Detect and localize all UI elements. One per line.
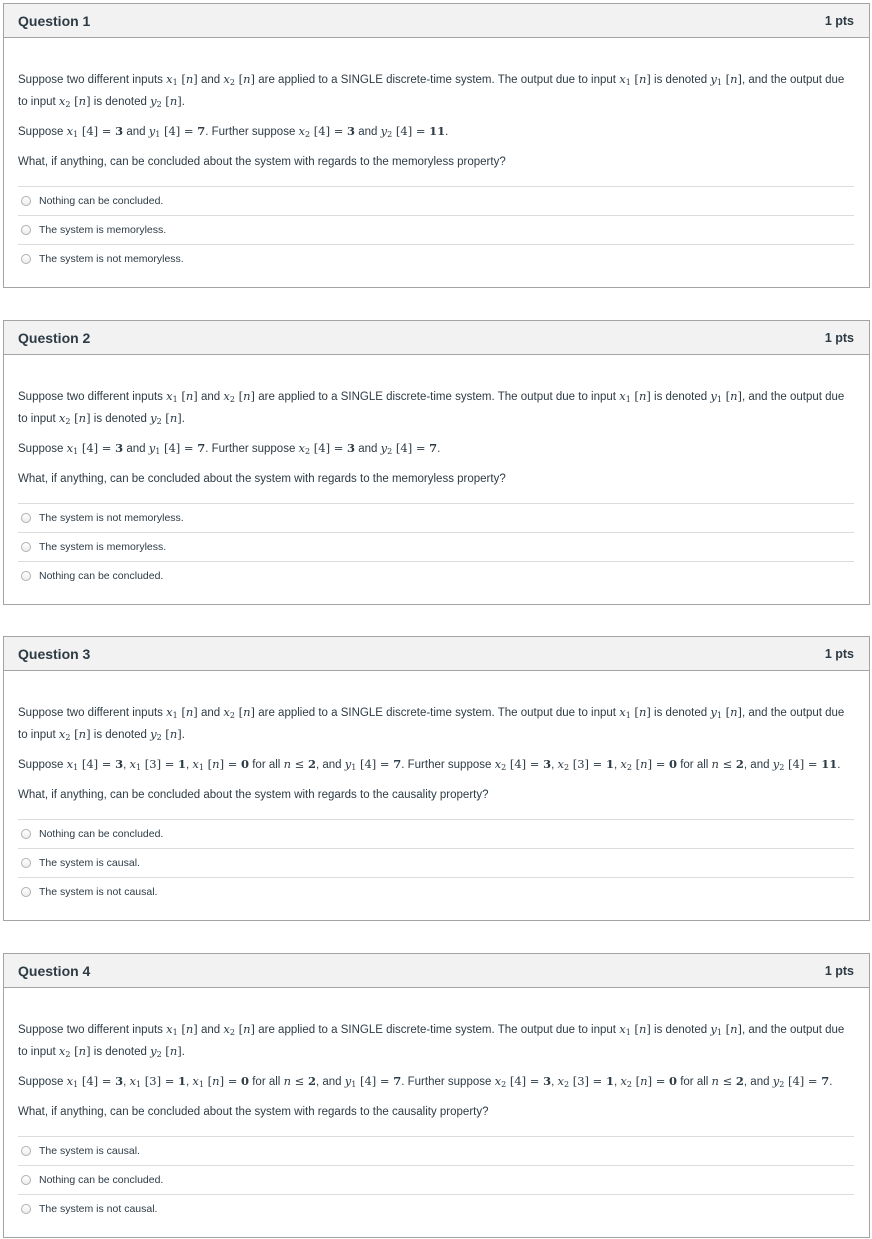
answer-option[interactable]: [18, 503, 854, 532]
answer-label: The system is memoryless.: [39, 224, 167, 236]
answer-option[interactable]: [18, 561, 854, 590]
question-points: 1 pts: [824, 13, 854, 28]
answer-label: The system is causal.: [39, 857, 140, 869]
question-title: Question 2: [18, 329, 91, 346]
question-points: 1 pts: [824, 646, 854, 661]
question-given: Suppose $x_1$ [4] = 3 and $y_1$ [4] = 7. Further suppose $x_2$ [4] = 3 and $y_2$ [4] = 7.: [18, 441, 441, 456]
question-text: [4, 355, 869, 488]
question-stem: Suppose two different inputs $x_1$ [n] and $x_2$ [n] are applied to a SINGLE discrete-time system. The output due to input $x_1$ [n] is denoted $y_1$ [n], and the output due to input $x_2$ [n] is denoted $y_2$ [n].: [18, 705, 845, 742]
question-3: [3, 636, 870, 921]
radio-button[interactable]: [21, 254, 31, 264]
question-prompt: What, if anything, can be concluded about the system with regards to the causality property?: [18, 1106, 489, 1118]
answer-label: The system is memoryless.: [39, 541, 167, 553]
answer-option[interactable]: [18, 877, 854, 906]
question-text: [4, 988, 869, 1121]
answer-label: Nothing can be concluded.: [39, 1174, 164, 1186]
question-text: [4, 671, 869, 804]
radio-button[interactable]: [21, 887, 31, 897]
radio-button[interactable]: [21, 1204, 31, 1214]
answer-option[interactable]: [18, 532, 854, 561]
radio-button[interactable]: [21, 542, 31, 552]
question-header: [4, 321, 869, 355]
answer-label: The system is not causal.: [39, 886, 158, 898]
answer-option[interactable]: [18, 1136, 854, 1165]
question-given: Suppose $x_1$ [4] = 3, $x_1$ [3] = 1, $x_1$ [n] = 0 for all n ≤ 2, and $y_1$ [4] = 7. Further suppose $x_2$ [4] = 3, $x_2$ [3] = 1, $x_2$ [n] = 0 for all n ≤ 2, and $y_2$ [4] = 7.: [18, 1074, 833, 1089]
radio-button[interactable]: [21, 858, 31, 868]
answer-label: The system is not causal.: [39, 1203, 158, 1215]
answer-label: The system is not memoryless.: [39, 253, 184, 265]
answer-list: [18, 186, 854, 273]
question-2: [3, 320, 870, 605]
question-points: 1 pts: [824, 963, 854, 978]
answer-option[interactable]: [18, 1165, 854, 1194]
answer-option[interactable]: [18, 215, 854, 244]
question-stem: Suppose two different inputs $x_1$ [n] and $x_2$ [n] are applied to a SINGLE discrete-time system. The output due to input $x_1$ [n] is denoted $y_1$ [n], and the output due to input $x_2$ [n] is denoted $y_2$ [n].: [18, 389, 845, 426]
question-prompt: What, if anything, can be concluded about the system with regards to the causality property?: [18, 789, 489, 801]
question-points: 1 pts: [824, 330, 854, 345]
answer-option[interactable]: [18, 244, 854, 273]
answer-option[interactable]: [18, 1194, 854, 1223]
question-prompt: What, if anything, can be concluded about the system with regards to the memoryless property?: [18, 156, 506, 168]
question-prompt: What, if anything, can be concluded about the system with regards to the memoryless property?: [18, 473, 506, 485]
radio-button[interactable]: [21, 571, 31, 581]
question-text: [4, 38, 869, 171]
question-title: Question 4: [18, 962, 91, 979]
question-stem: Suppose two different inputs $x_1$ [n] and $x_2$ [n] are applied to a SINGLE discrete-time system. The output due to input $x_1$ [n] is denoted $y_1$ [n], and the output due to input $x_2$ [n] is denoted $y_2$ [n].: [18, 1022, 845, 1059]
question-1: [3, 3, 870, 288]
radio-button[interactable]: [21, 1146, 31, 1156]
question-header: [4, 4, 869, 38]
answer-list: [18, 819, 854, 906]
question-given: Suppose $x_1$ [4] = 3, $x_1$ [3] = 1, $x_1$ [n] = 0 for all n ≤ 2, and $y_1$ [4] = 7. Further suppose $x_2$ [4] = 3, $x_2$ [3] = 1, $x_2$ [n] = 0 for all n ≤ 2, and $y_2$ [4] = 11.: [18, 757, 841, 772]
answer-label: Nothing can be concluded.: [39, 195, 164, 207]
question-stem: Suppose two different inputs $x_1$ [n] and $x_2$ [n] are applied to a SINGLE discrete-time system. The output due to input $x_1$ [n] is denoted $y_1$ [n], and the output due to input $x_2$ [n] is denoted $y_2$ [n].: [18, 72, 845, 109]
answer-option[interactable]: [18, 848, 854, 877]
question-given: Suppose $x_1$ [4] = 3 and $y_1$ [4] = 7. Further suppose $x_2$ [4] = 3 and $y_2$ [4] = 11.: [18, 124, 449, 139]
answer-list: [18, 1136, 854, 1223]
question-header: [4, 637, 869, 671]
answer-label: The system is not memoryless.: [39, 512, 184, 524]
answer-list: [18, 503, 854, 590]
radio-button[interactable]: [21, 1175, 31, 1185]
question-header: [4, 954, 869, 988]
question-title: Question 1: [18, 12, 91, 29]
answer-option[interactable]: [18, 186, 854, 215]
radio-button[interactable]: [21, 513, 31, 523]
question-title: Question 3: [18, 645, 91, 662]
answer-label: The system is causal.: [39, 1145, 140, 1157]
answer-option[interactable]: [18, 819, 854, 848]
question-4: [3, 953, 870, 1238]
radio-button[interactable]: [21, 225, 31, 235]
radio-button[interactable]: [21, 829, 31, 839]
answer-label: Nothing can be concluded.: [39, 570, 164, 582]
answer-label: Nothing can be concluded.: [39, 828, 164, 840]
radio-button[interactable]: [21, 196, 31, 206]
